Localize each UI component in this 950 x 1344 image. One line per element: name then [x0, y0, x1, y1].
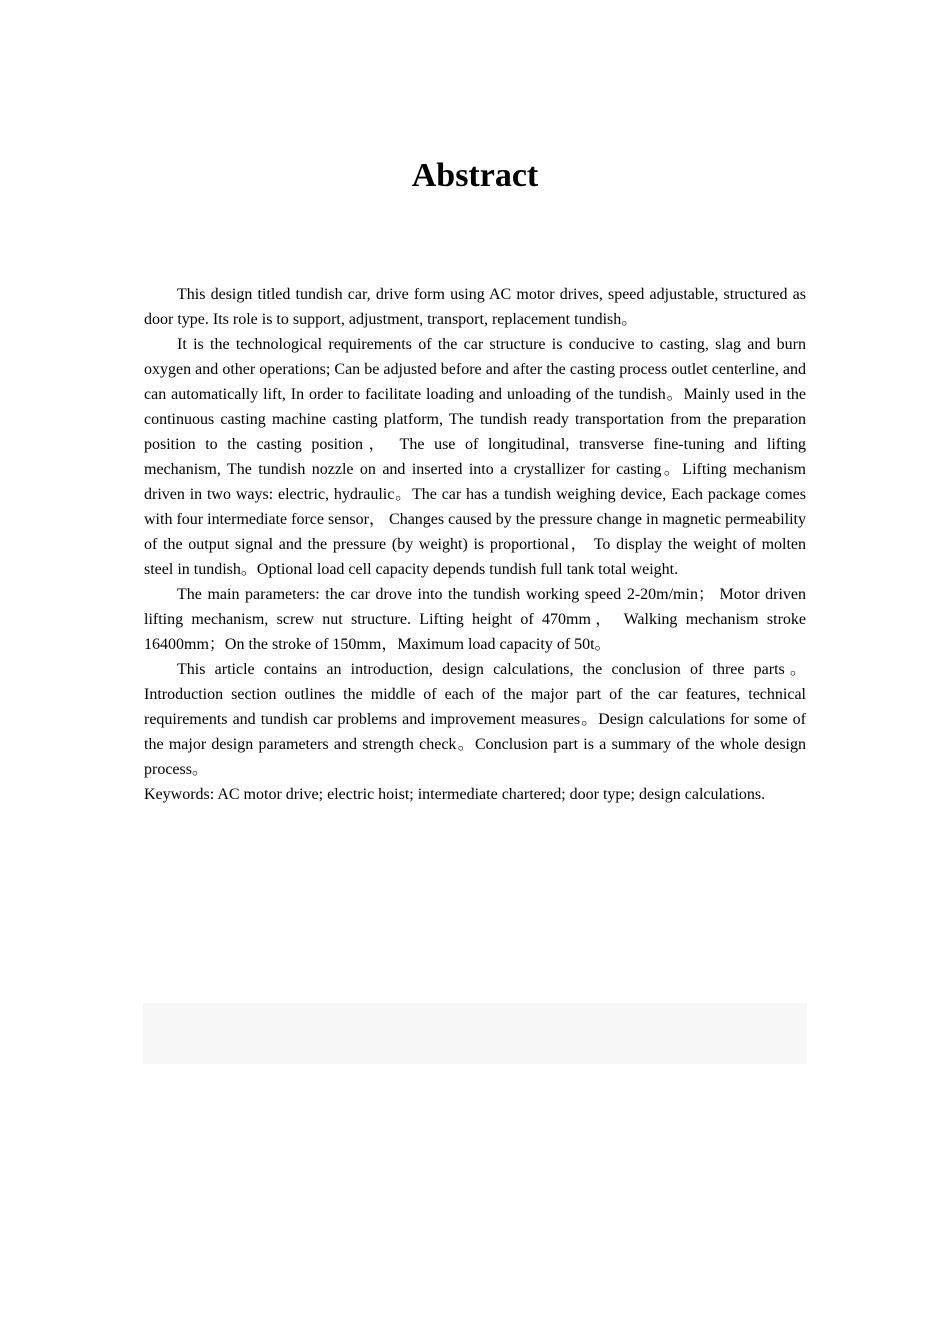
abstract-body: [144, 282, 806, 807]
page-title: Abstract: [411, 157, 539, 194]
abstract-paragraph-1: This design titled tundish car, drive form using AC motor drives, speed adjustable, structured as door type. Its role is to support, adjustment, transport, replacement tundish。: [144, 286, 806, 328]
abstract-paragraph-3: The main parameters: the car drove into the tundish working speed 2-20m/min； Motor driven lifting mechanism, screw nut structure. Lifting height of 470mm， Walking mechanism stroke 16400mm；On the stroke of 150mm，Maximum load capacity of 50t。: [144, 586, 807, 653]
abstract-paragraph-4: This article contains an introduction, design calculations, the conclusion of three parts。Introduction section outlines the middle of each of the major part of the car features, technical requirements and tundish car problems and improvement measures。Design calculations for some of the major design parameters and strength check。Conclusion part is a summary of the whole design process。: [144, 661, 806, 778]
footer-placeholder-box: [143, 1003, 807, 1064]
abstract-paragraph-2: It is the technological requirements of the car structure is conducive to casting, slag and burn oxygen and other operations; Can be adjusted before and after the casting process outlet centerline, and can automatically lift, In order to facilitate loading and unloading of the tundish。Mainly used in the continuous casting machine casting platform, The tundish ready transportation from the preparation position to the casting position， The use of longitudinal, transverse fine-tuning and lifting mechanism, The tundish nozzle on and inserted into a crystallizer for casting。Lifting mechanism driven in two ways: electric, hydraulic。The car has a tundish weighing device, Each package comes with four intermediate force sensor， Changes caused by the pressure change in magnetic permeability of the output signal and the pressure (by weight) is proportional， To display the weight of molten steel in tundish。Optional load cell capacity depends tundish full tank total weight.: [144, 336, 806, 578]
keywords-line: Keywords: AC motor drive; electric hoist; intermediate chartered; door type; design calculations.: [144, 786, 766, 803]
